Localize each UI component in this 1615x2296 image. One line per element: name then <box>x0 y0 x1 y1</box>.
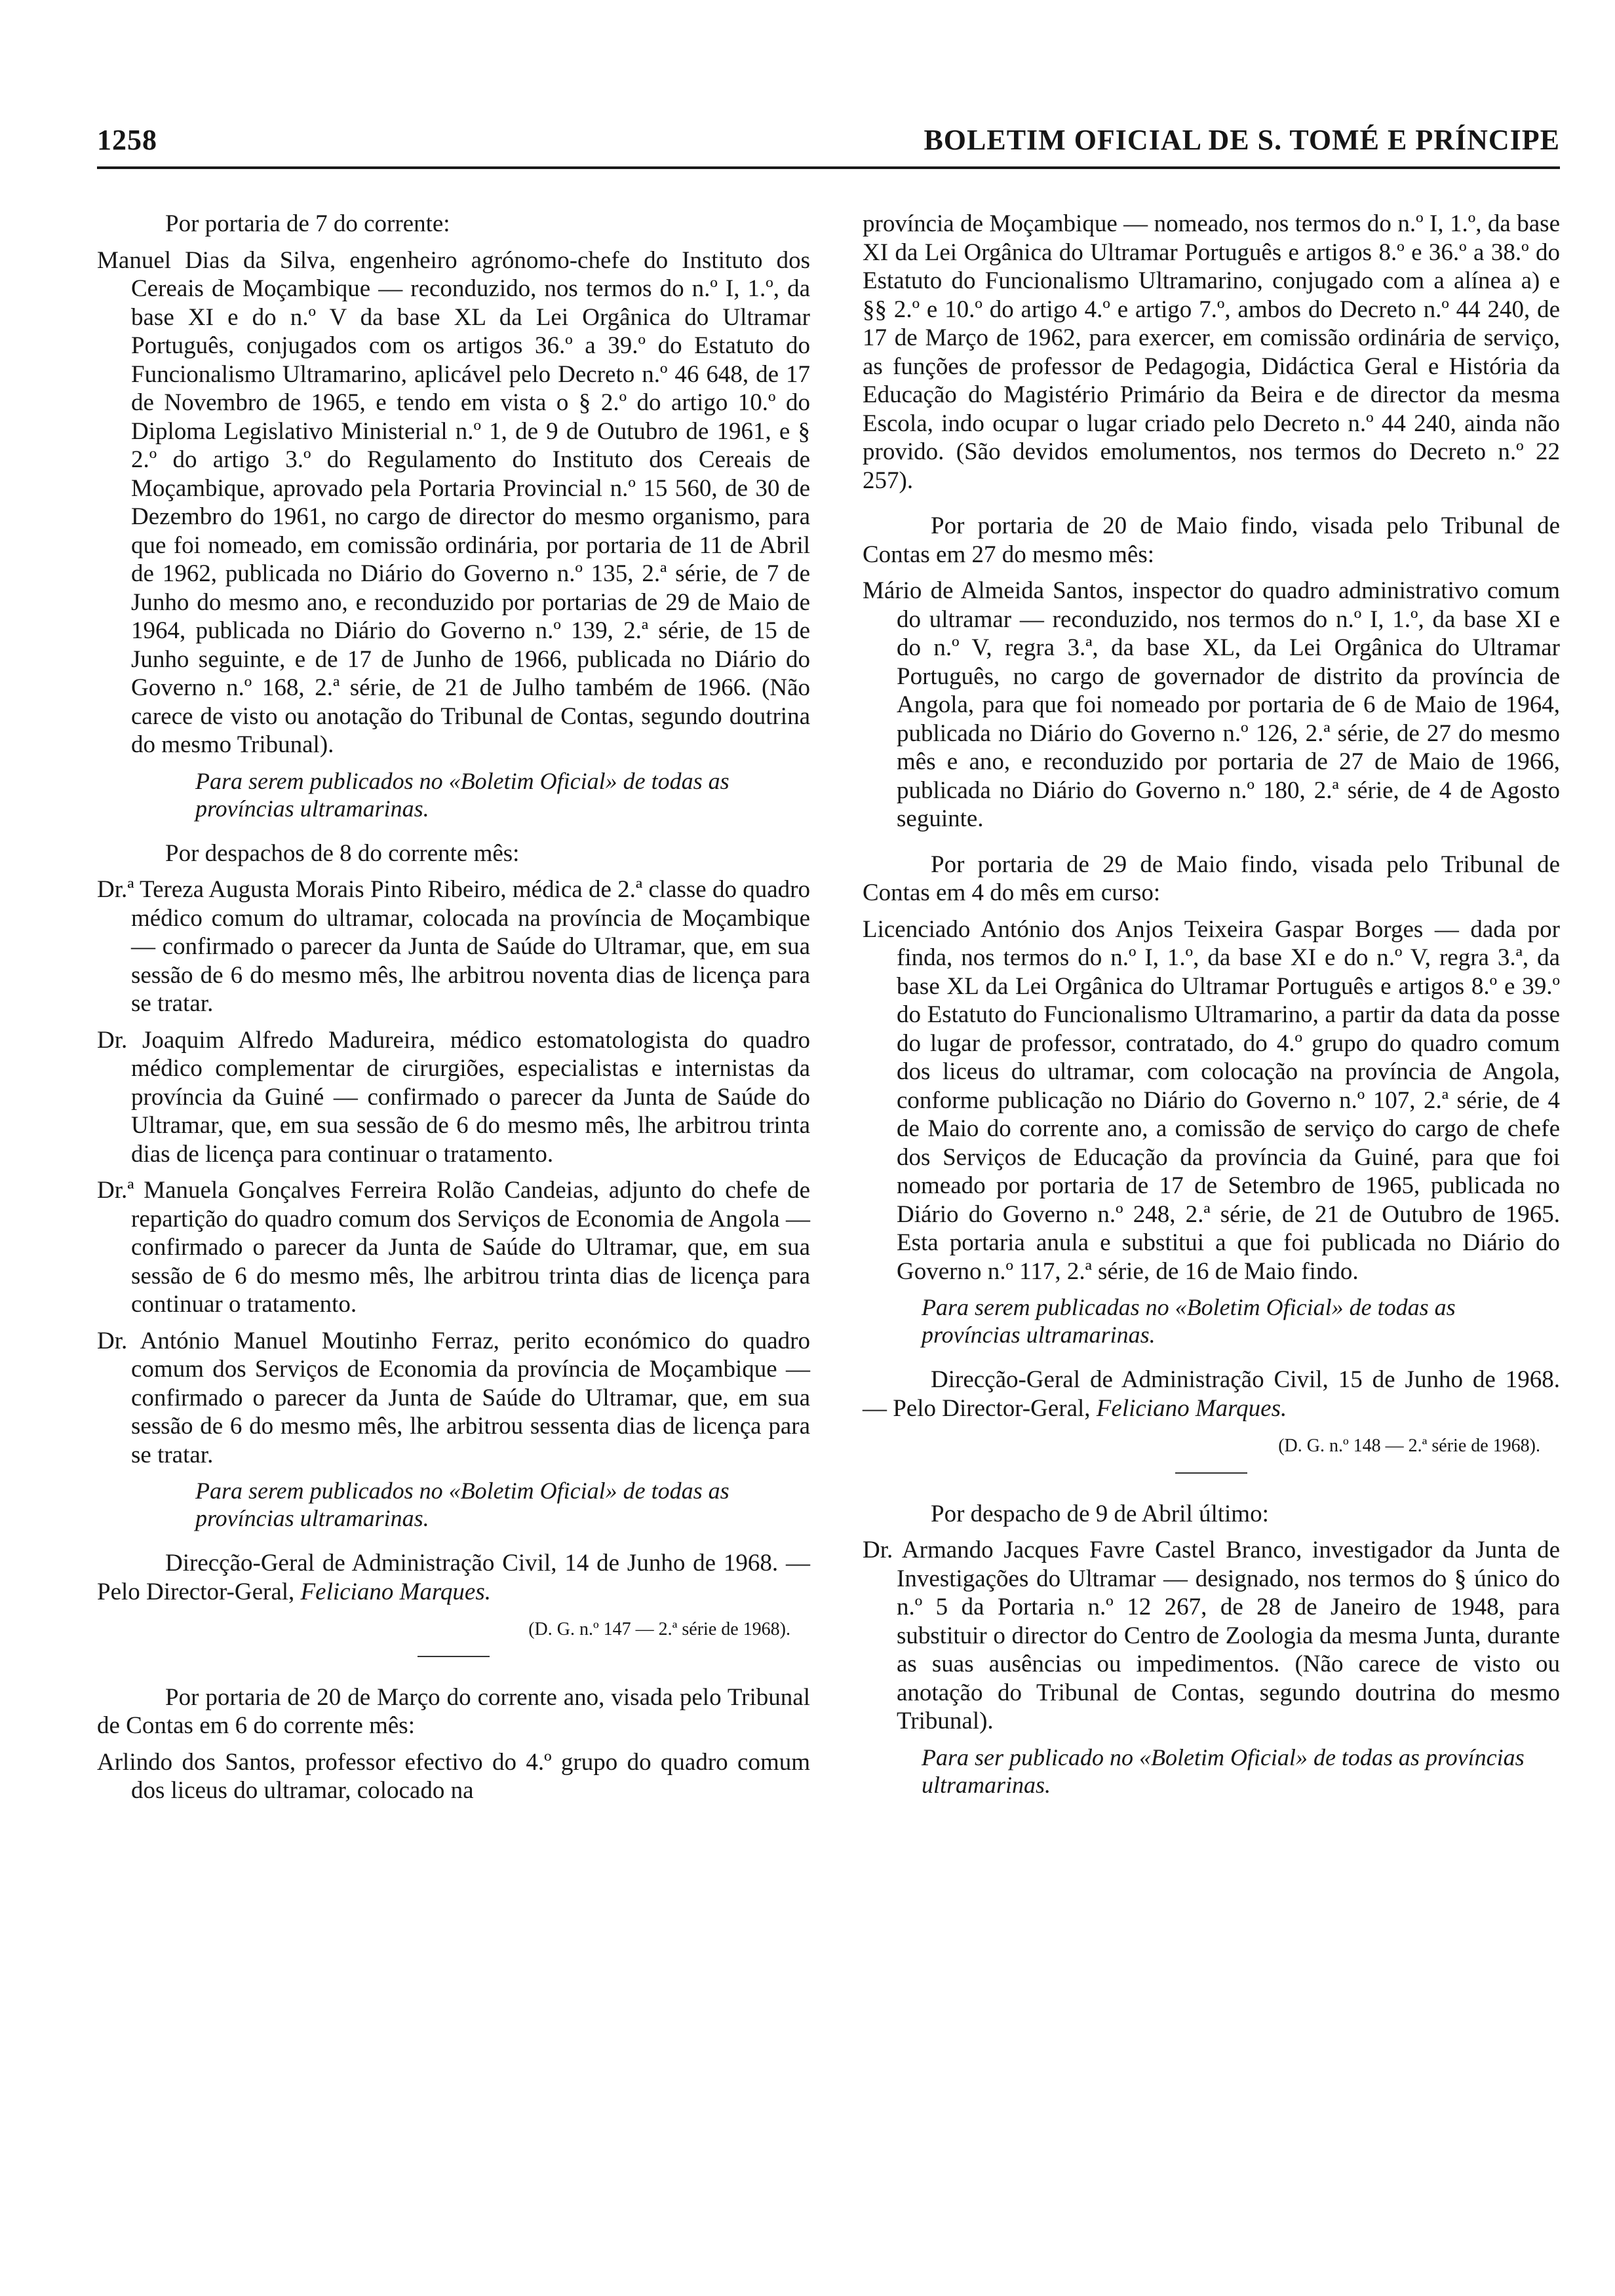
portaria-intro: Por portaria de 20 de Março do corrente ano, visada pelo Tribunal de Contas em 6 do corrente mês: <box>97 1683 810 1739</box>
despacho-intro: Por despacho de 9 de Abril último: <box>931 1500 1269 1527</box>
signatory-name: Feliciano Marques. <box>300 1578 492 1605</box>
leave-entry: Dr.ª Manuela Gonçalves Ferreira Rolão Candeias, adjunto do chefe de repartição do quadro comum dos Serviços de Economia de Angola — confirmado o parecer da Junta de Saúde do Ultramar, que, em sua sessão de 6 do mesmo mês, lhe arbitrou trinta dias de licença para continuar o tratamento. <box>97 1177 810 1318</box>
publication-note: Para serem publicadas no «Boletim Oficial» de todas as províncias ultramarinas. <box>922 1294 1456 1348</box>
despachos-intro: Por despachos de 8 do corrente mês: <box>165 839 520 867</box>
portaria-intro: Por portaria de 7 do corrente: <box>165 210 450 237</box>
appointment-entry: Dr. Armando Jacques Favre Castel Branco, investigador da Junta de Investigações do Ultramar — designado, nos termos do § único do n.º 5 da Portaria n.º 12 267, de 28 de Janeiro de 1948, para substituir o director do Centro de Zoologia da mesma Junta, durante as suas ausências ou impedimentos. (Não carece de visto ou anotação do Tribunal de Contas, segundo doutrina do mesmo Tribunal). <box>863 1537 1560 1734</box>
page-header <box>97 115 1560 169</box>
appointment-entry: Arlindo dos Santos, professor efectivo do 4.º grupo do quadro comum dos liceus do ultramar, colocado na <box>97 1748 810 1804</box>
leave-entry: Dr. Joaquim Alfredo Madureira, médico estomatologista do quadro médico complementar de cirurgiões, especialistas e internistas da província da Guiné — confirmado o parecer da Junta de Saúde do Ultramar, que, em sua sessão de 6 do mesmo mês, lhe arbitrou trinta dias de licença para continuar o tratamento. <box>97 1026 810 1168</box>
signatory-name: Feliciano Marques. <box>1096 1394 1287 1422</box>
gazette-reference: (D. G. n.º 148 — 2.ª série de 1968). <box>1278 1436 1540 1456</box>
portaria-intro: Por portaria de 20 de Maio findo, visada pelo Tribunal de Contas em 27 do mesmo mês: <box>863 512 1560 568</box>
continued-entry: província de Moçambique — nomeado, nos termos do n.º I, 1.º, da base XI da Lei Orgânica do Ultramar Português e artigos 8.º e 36.º a 38.º do Estatuto do Funcionalismo Ultramarino, conjugado com a alínea a) e §§ 2.º e 10.º do artigo 4.º e artigo 7.º, ambos do Decreto n.º 44 240, de 17 de Março de 1962, para exercer, em comissão ordinária de serviço, as funções de professor de Pedagogia, Didáctica Geral e História da Educação do Magistério Primário da Beira e de director da mesma Escola, indo ocupar o lugar criado pelo Decreto n.º 44 240, ainda não provido. (São devidos emolumentos, nos termos do Decreto n.º 22 257). <box>863 210 1560 494</box>
signature-text: Direcção-Geral de Administração Civil, 15 de Junho de 1968. — Pelo Director-Geral, <box>863 1366 1560 1422</box>
appointment-entry: Mário de Almeida Santos, inspector do quadro administrativo comum do ultramar — reconduzido, nos termos do n.º I, 1.º, da base XI e do n.º V, regra 3.ª, da base XL, da Lei Orgânica do Ultramar Português, no cargo de governador de distrito da província de Angola, para que foi nomeado por portaria de 6 de Maio de 1964, publicada no Diário do Governo n.º 126, 2.ª série, de 27 do mesmo mês e ano, e reconduzido por portaria de 27 de Maio de 1966, publicada no Diário do Governo n.º 180, 2.ª série, de 4 de Agosto seguinte. <box>863 577 1560 832</box>
publication-note: Para serem publicados no «Boletim Oficial» de todas as províncias ultramarinas. <box>195 1478 730 1531</box>
signature-line <box>863 1366 1560 1423</box>
signature-line <box>97 1549 810 1606</box>
left-column <box>97 210 810 1813</box>
portaria-intro: Por portaria de 29 de Maio findo, visada pelo Tribunal de Contas em 4 do mês em curso: <box>863 851 1560 906</box>
leave-entry: Dr.ª Tereza Augusta Morais Pinto Ribeiro, médica de 2.ª classe do quadro médico comum do ultramar, colocada na província de Moçambique — confirmado o parecer da Junta de Saúde do Ultramar, que, em sua sessão de 6 do mesmo mês, lhe arbitrou noventa dias de licença para se tratar. <box>97 876 810 1017</box>
publication-note: Para serem publicados no «Boletim Oficial» de todas as províncias ultramarinas. <box>195 767 730 822</box>
section-divider <box>418 1656 490 1657</box>
signature-text: Direcção-Geral de Administração Civil, 14 de Junho de 1968. — Pelo Director-Geral, <box>97 1550 810 1605</box>
appointment-entry: Manuel Dias da Silva, engenheiro agrónomo-chefe do Instituto dos Cereais de Moçambique — reconduzido, nos termos do n.º I, 1.º, da base XI e do n.º V da base XL da Lei Orgânica do Ultramar Português, conjugados com os artigos 36.º a 39.º do Estatuto do Funcionalismo Ultramarino, aplicável pelo Decreto n.º 46 648, de 17 de Novembro de 1965, e tendo em vista o § 2.º do artigo 10.º do Diploma Legislativo Ministerial n.º 1, de 9 de Outubro de 1961, e § 2.º do artigo 3.º do Regulamento do Instituto dos Cereais de Moçambique, aprovado pela Portaria Provincial n.º 15 560, de 30 de Dezembro do 1961, no cargo de director do mesmo organismo, para que foi nomeado, em comissão ordinária, por portaria de 11 de Abril de 1962, publicada no Diário do Governo n.º 135, 2.ª série, de 7 de Junho do mesmo ano, e reconduzido por portarias de 29 de Maio de 1964, publicada no Diário do Governo n.º 139, 2.ª série, de 15 de Junho seguinte, e de 17 de Junho de 1966, publicada no Diário do Governo n.º 168, 2.ª série, de 21 de Julho também de 1966. (Não carece de visto ou anotação do Tribunal de Contas, segundo doutrina do mesmo Tribunal). <box>97 246 810 758</box>
gazette-reference: (D. G. n.º 147 — 2.ª série de 1968). <box>528 1619 790 1639</box>
appointment-entry: Licenciado António dos Anjos Teixeira Gaspar Borges — dada por finda, nos termos do n.º I, 1.º, da base XI e do n.º V, regra 3.ª, da base XL da Lei Orgânica do Ultramar Português e artigos 8.º e 39.º do Estatuto do Funcionalismo Ultramarino, a partir da data da posse do lugar de professor, contratado, do 4.º grupo do quadro comum dos liceus do ultramar, com colocação na província de Angola, conforme publicação no Diário do Governo n.º 107, 2.ª série, de 4 de Maio do corrente ano, a comissão de serviço do cargo de chefe dos Serviços de Educação da província da Guiné, para que foi nomeado por portaria de 17 de Setembro de 1965, publicada no Diário do Governo n.º 248, 2.ª série, de 21 de Outubro de 1965. Esta portaria anula e substitui a que foi publicada no Diário do Governo n.º 117, 2.ª série, de 16 de Maio findo. <box>863 915 1560 1285</box>
publication-note: Para ser publicado no «Boletim Oficial» de todas as províncias ultramarinas. <box>922 1744 1525 1798</box>
right-column <box>863 210 1560 1816</box>
page-number: 1258 <box>97 124 157 156</box>
publication-title: BOLETIM OFICIAL DE S. TOMÉ E PRÍNCIPE <box>924 124 1560 156</box>
section-divider <box>1175 1472 1247 1474</box>
leave-entry: Dr. António Manuel Moutinho Ferraz, perito económico do quadro comum dos Serviços de Economia da província de Moçambique — confirmado o parecer da Junta de Saúde do Ultramar, que, em sua sessão de 6 do mesmo mês, lhe arbitrou sessenta dias de licença para se tratar. <box>97 1327 810 1468</box>
